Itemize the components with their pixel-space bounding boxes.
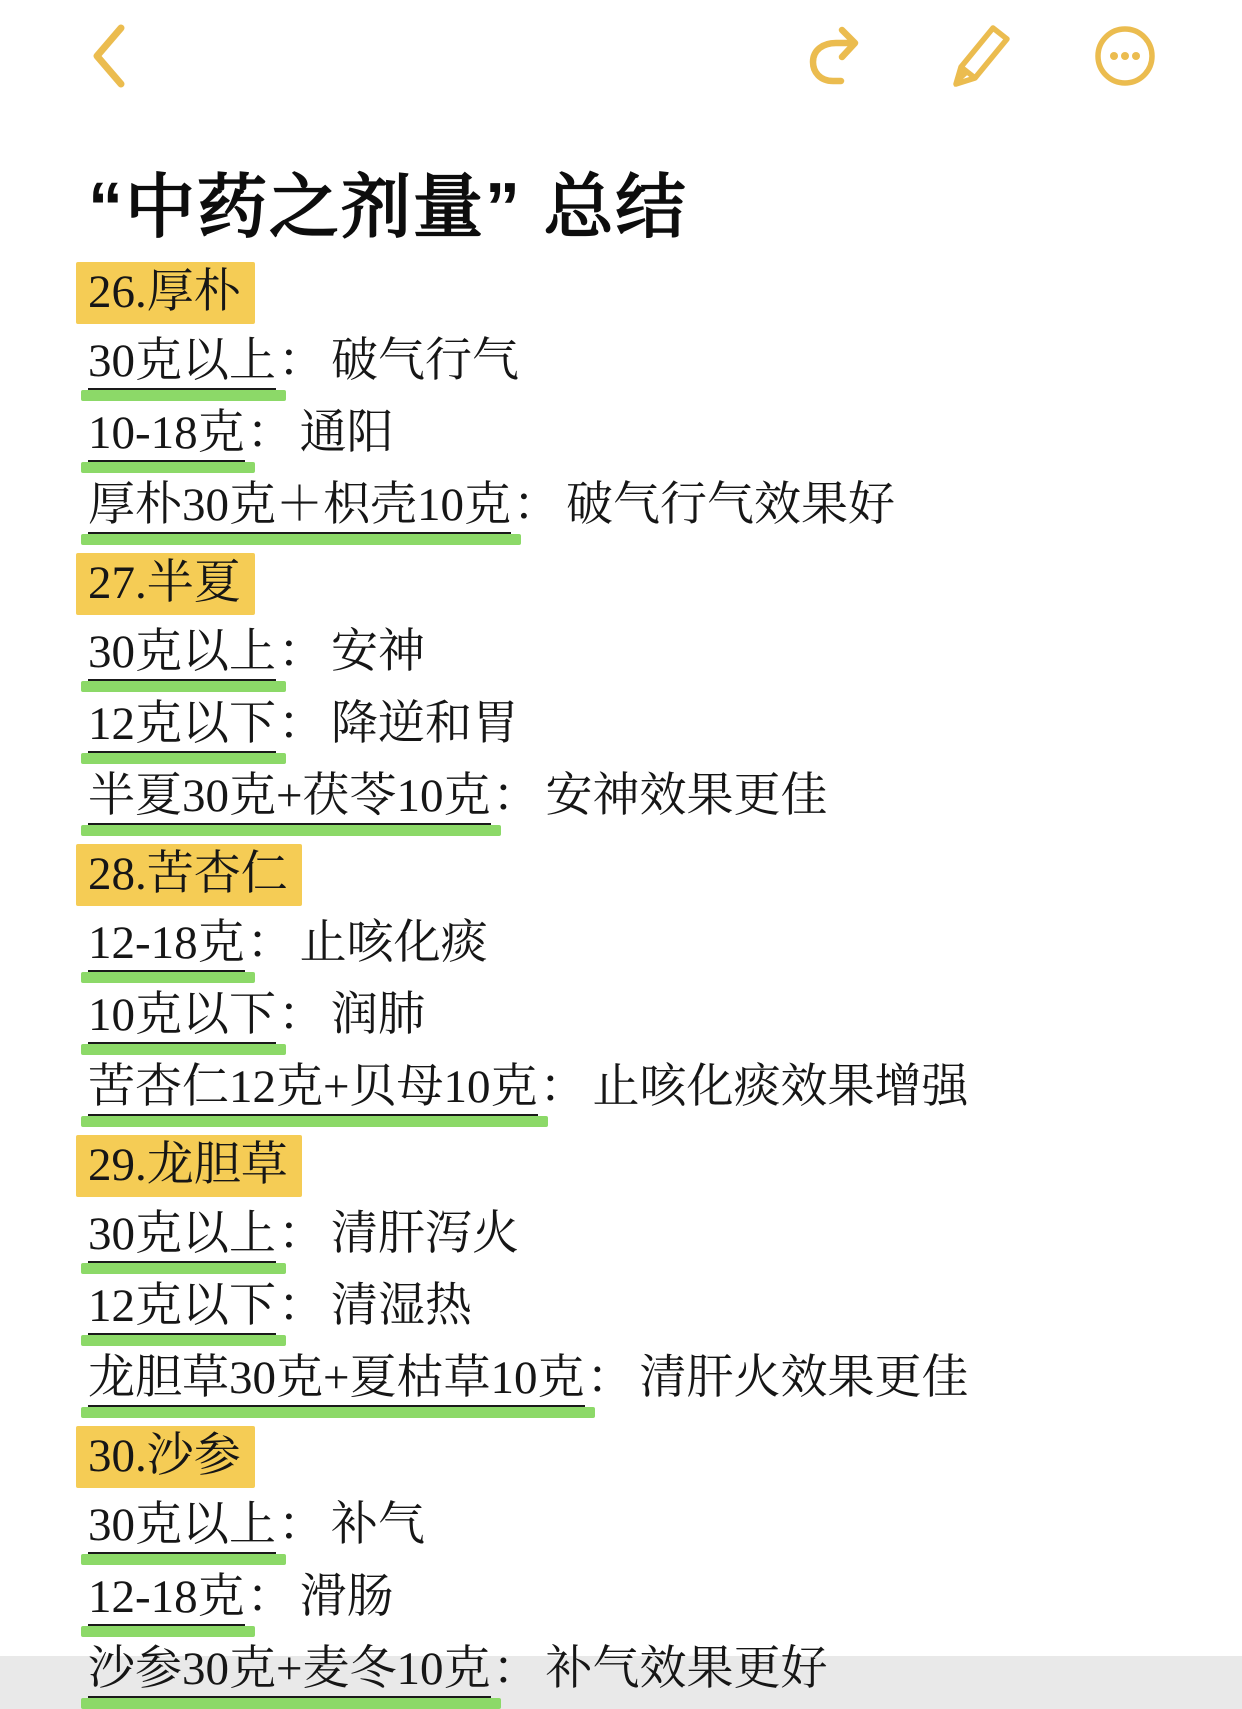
colon: ： <box>278 335 325 387</box>
effect-text: 清肝泻火 <box>331 1208 519 1260</box>
back-button[interactable] <box>88 23 128 89</box>
colon: ： <box>278 1280 325 1332</box>
dosage-line <box>88 1280 1182 1336</box>
toolbar <box>0 0 1242 112</box>
colon: ： <box>278 698 325 750</box>
effect-text: 破气行气效果好 <box>566 479 895 531</box>
section-header: 26.厚朴 <box>76 262 255 324</box>
share-forward-icon <box>806 23 870 89</box>
colon: ： <box>278 1208 325 1260</box>
effect-text: 止咳化痰 <box>299 917 488 969</box>
colon: ： <box>513 479 560 531</box>
dosage-line <box>88 1208 1182 1264</box>
effect-text: 安神 <box>331 626 425 678</box>
section-header: 30.沙参 <box>76 1426 255 1488</box>
colon: ： <box>246 1571 294 1623</box>
compose-button[interactable] <box>946 22 1016 90</box>
dosage-line <box>88 989 1182 1045</box>
herb-section-26 <box>88 260 1182 535</box>
effect-text: 补气 <box>331 1499 425 1551</box>
dosage-line <box>88 1571 1182 1627</box>
note-body <box>88 260 1242 1699</box>
toolbar-actions <box>806 22 1158 90</box>
dose-range: 厚朴30克＋枳壳10克 <box>88 479 511 535</box>
effect-text: 降逆和胃 <box>331 698 519 750</box>
colon: ： <box>246 407 294 459</box>
dosage-line <box>88 770 1182 826</box>
ellipsis-circle-icon <box>1092 23 1158 89</box>
pencil-icon <box>946 22 1016 90</box>
dose-range: 龙胆草30克+夏枯草10克 <box>88 1352 585 1408</box>
herb-section-29 <box>88 1133 1182 1408</box>
dose-range: 10克以下 <box>88 989 276 1045</box>
colon: ： <box>492 1643 540 1695</box>
colon: ： <box>246 917 294 969</box>
dosage-line <box>88 1061 1182 1117</box>
dose-range: 30克以上 <box>88 626 276 682</box>
note-title: “中药之剂量” 总结 <box>88 168 688 246</box>
effect-text: 润肺 <box>331 989 425 1041</box>
more-button[interactable] <box>1092 23 1158 89</box>
effect-text: 破气行气 <box>331 335 519 387</box>
effect-text: 止咳化痰效果增强 <box>592 1061 969 1113</box>
dose-range: 沙参30克+麦冬10克 <box>88 1643 491 1699</box>
dose-range: 半夏30克+茯苓10克 <box>88 770 491 826</box>
section-header: 28.苦杏仁 <box>76 844 302 906</box>
effect-text: 清湿热 <box>331 1280 472 1332</box>
section-header: 27.半夏 <box>76 553 255 615</box>
dose-range: 10-18克 <box>88 407 245 463</box>
dose-range: 12-18克 <box>88 917 245 973</box>
colon: ： <box>586 1352 634 1404</box>
dose-range: 30克以上 <box>88 1208 276 1264</box>
dosage-line <box>88 1499 1182 1555</box>
share-button[interactable] <box>806 23 870 89</box>
dosage-line <box>88 407 1182 463</box>
dosage-line <box>88 1352 1182 1408</box>
dose-range: 苦杏仁12克+贝母10克 <box>88 1061 538 1117</box>
dosage-line <box>88 626 1182 682</box>
dose-range: 12-18克 <box>88 1571 245 1627</box>
colon: ： <box>492 770 540 822</box>
chevron-left-icon <box>88 23 128 89</box>
dosage-line <box>88 1643 1182 1699</box>
dose-range: 12克以下 <box>88 1280 276 1336</box>
dose-range: 30克以上 <box>88 1499 276 1555</box>
herb-section-27 <box>88 551 1182 826</box>
dosage-line <box>88 479 1182 535</box>
colon: ： <box>278 626 325 678</box>
section-header: 29.龙胆草 <box>76 1135 302 1197</box>
dosage-line <box>88 335 1182 391</box>
colon: ： <box>539 1061 587 1113</box>
herb-section-28 <box>88 842 1182 1117</box>
dose-range: 12克以下 <box>88 698 276 754</box>
dose-range: 30克以上 <box>88 335 276 391</box>
colon: ： <box>278 1499 325 1551</box>
effect-text: 安神效果更佳 <box>545 770 828 822</box>
colon: ： <box>278 989 325 1041</box>
effect-text: 补气效果更好 <box>545 1643 828 1695</box>
dosage-line <box>88 698 1182 754</box>
effect-text: 滑肠 <box>299 1571 394 1623</box>
effect-text: 清肝火效果更佳 <box>639 1352 969 1404</box>
herb-section-30 <box>88 1424 1182 1699</box>
effect-text: 通阳 <box>299 407 394 459</box>
dosage-line <box>88 917 1182 973</box>
